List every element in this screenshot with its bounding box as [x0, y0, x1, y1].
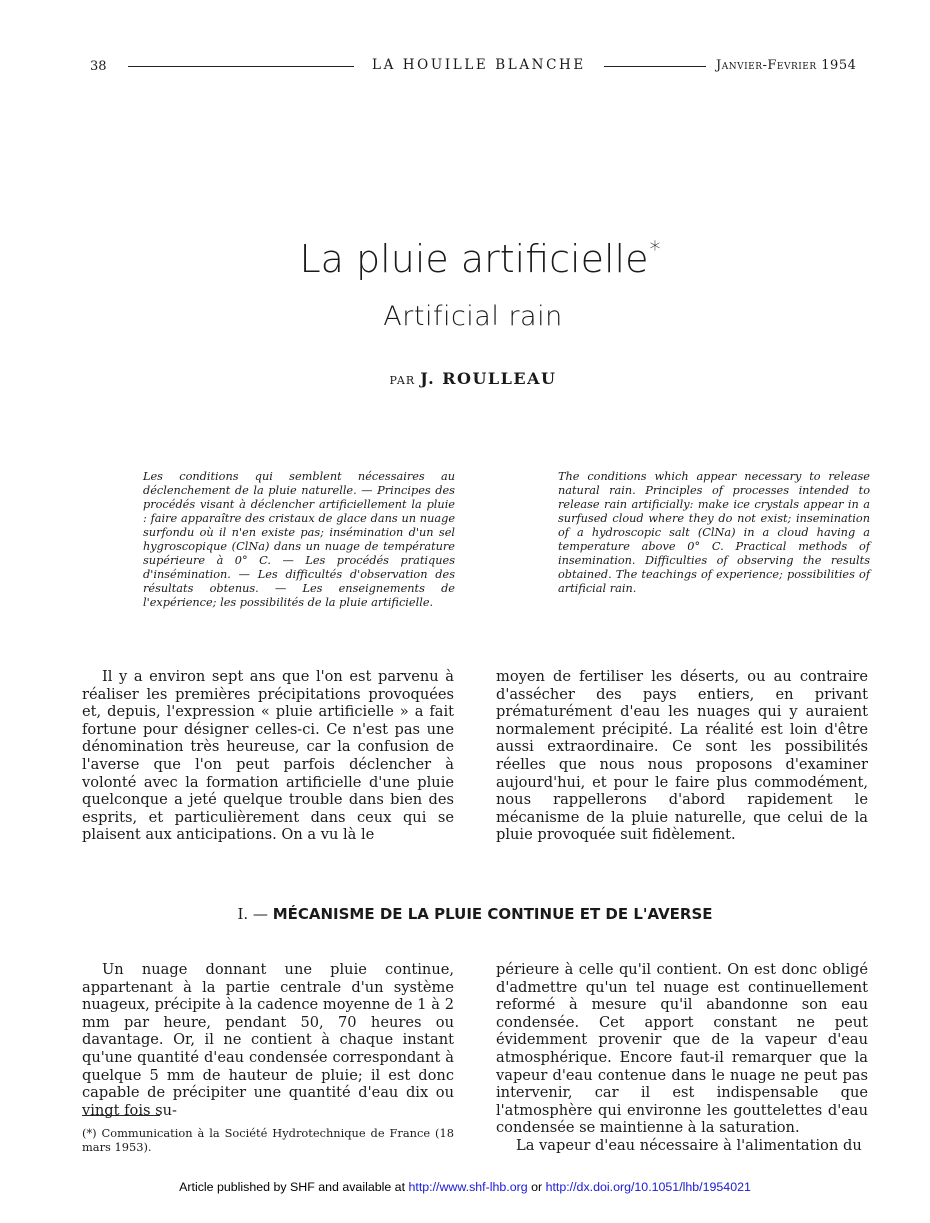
- abstract-french: Les conditions qui semblent nécessaires au déclenchement de la pluie naturelle. — Principes des procédés visant à déclencher artificiellement la pluie : faire apparaître des cristaux de glace dans un nuage surfondu où il n'en existe pas; insémination d'un sel hygroscopique (ClNa) dans un nuage de température supérieure à 0° C. — Les procédés pratiques d'insémination. — Les difficultés d'observation des résultats obtenus. — Les enseignements de l'expérience; les possibilités de la pluie artificielle.: [143, 470, 455, 609]
- header-rule-right: [604, 66, 706, 67]
- section1-column-right: [496, 961, 868, 1155]
- article-subtitle: Artificial rain: [383, 301, 563, 332]
- author-name: J. ROULLEAU: [420, 369, 557, 388]
- section1-paragraph: Un nuage donnant une pluie continue, appartenant à la partie centrale d'un système nuageux, précipite à la cadence moyenne de 1 à 2 mm par heure, pendant 50, 70 heures ou davantage. Or, il ne contient à chaque instant qu'une quantité d'eau condensée correspondant à quelque 5 mm de hauteur de pluie; il est donc capable de précipiter une quantité d'eau dix ou vingt fois su-: [82, 961, 454, 1119]
- section1-column-left: [82, 961, 454, 1119]
- section-heading: [0, 905, 930, 923]
- publisher-text: Article published by SHF and available at: [179, 1180, 406, 1194]
- journal-site-link[interactable]: http://www.shf-lhb.org: [408, 1180, 528, 1194]
- article-title-text: La pluie artificielle: [299, 237, 649, 281]
- footnote: (*) Communication à la Société Hydrotechnique de France (18 mars 1953).: [82, 1126, 454, 1154]
- journal-name: LA HOUILLE BLANCHE: [372, 57, 586, 73]
- section1-paragraph-next: La vapeur d'eau nécessaire à l'alimentation du: [516, 1136, 862, 1154]
- publisher-line: [0, 1180, 930, 1194]
- title-footnote-mark: *: [649, 238, 661, 263]
- page-number: 38: [90, 59, 107, 74]
- section-title: MÉCANISME DE LA PLUIE CONTINUE ET DE L'AVERSE: [272, 905, 713, 923]
- byline: [0, 369, 930, 388]
- intro-paragraph-continued: moyen de fertiliser les déserts, ou au contraire d'assécher des pays entiers, en privant prématurément d'eau les nuages qui y auraient normalement précipité. La réalité est loin d'être aussi extraordinaire. Ce sont les possibilités réelles que nous nous proposons d'examiner aujourd'hui, et pour le faire plus commodément, nous rappellerons d'abord rapidement le mécanisme de la pluie naturelle, que celui de la pluie provoquée suit fidèlement.: [496, 668, 868, 844]
- article-title: [0, 237, 930, 281]
- intro-paragraph: Il y a environ sept ans que l'on est parvenu à réaliser les premières précipitations provoquées et, depuis, l'expression « pluie artificielle » a fait fortune pour désigner celles-ci. Ce n'est pas une dénomination très heureuse, car la confusion de l'averse que l'on peut parfois déclencher à volonté avec la formation artificielle d'une pluie quelconque a jeté quelque trouble dans bien des esprits, et particulièrement dans ceux qui se plaisent aux anticipations. On a vu là le: [82, 668, 454, 844]
- publisher-or: or: [531, 1180, 543, 1194]
- footnote-rule: [82, 1115, 160, 1116]
- section1-paragraph-continued: périeure à celle qu'il contient. On est donc obligé d'admettre qu'un tel nuage est continuellement reformé à mesure qu'il abandonne son eau condensée. Cet apport constant ne peut évidemment provenir que de la vapeur d'eau atmosphérique. Encore faut-il remarquer que la vapeur d'eau contenue dans le nuage ne peut pas intervenir, car il est indispensable que l'atmosphère qui environne les gouttelettes d'eau condensée se maintienne à la saturation.: [496, 961, 868, 1137]
- intro-column-right: [496, 668, 868, 844]
- header-rule-left: [128, 66, 354, 67]
- byline-prefix: PAR: [389, 374, 416, 387]
- doi-link[interactable]: http://dx.doi.org/10.1051/lhb/1954021: [545, 1180, 751, 1194]
- section-number: I. —: [237, 905, 268, 923]
- abstract-english: The conditions which appear necessary to release natural rain. Principles of processes intended to release rain artificially: make ice crystals appear in a surfused cloud where they do not exist; insemination of a hydroscopic salt (ClNa) in a cloud having a temperature above 0° C. Practical methods of insemination. Difficulties of observing the results obtained. The teachings of experience; possibilities of artificial rain.: [558, 470, 870, 595]
- issue-date: Janvier-Fevrier 1954: [716, 58, 857, 73]
- intro-column-left: [82, 668, 454, 844]
